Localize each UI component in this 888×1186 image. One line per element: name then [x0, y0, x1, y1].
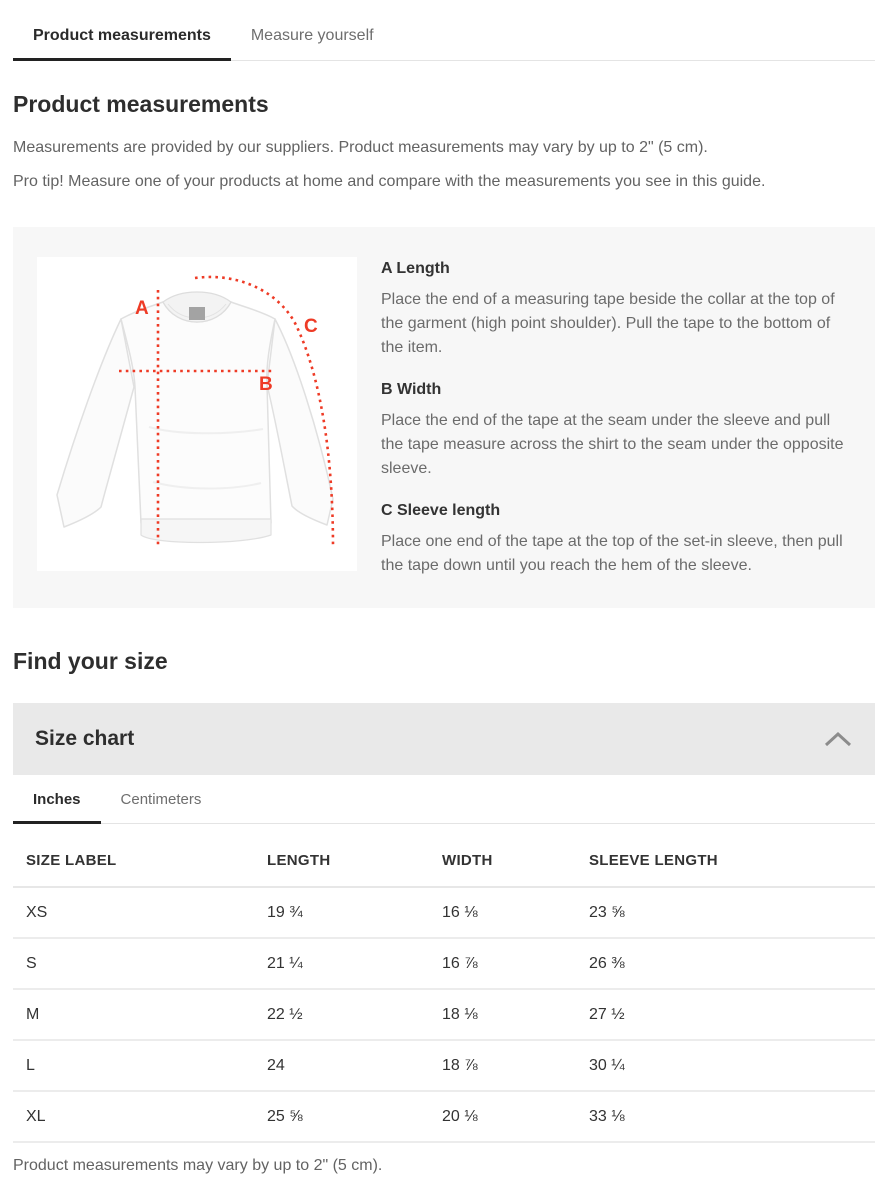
guide-item-width-description: Place the end of the tape at the seam under the sleeve and pull the tape measure across the shirt to the seam under the opposite sleeve.	[381, 412, 844, 477]
size-chart-title: Size chart	[35, 727, 135, 750]
column-header-size-label: SIZE LABEL	[13, 824, 254, 887]
guide-item-length	[381, 259, 851, 360]
cell-width: 18 ⅞	[429, 1040, 576, 1091]
cell-length: 24	[254, 1040, 429, 1091]
guide-item-sleeve-length-description: Place one end of the tape at the top of the set-in sleeve, then pull the tape down until you reach the hem of the sleeve.	[381, 533, 843, 574]
guide-item-sleeve-length-label: C Sleeve length	[381, 502, 501, 519]
page-tabbar	[13, 10, 875, 61]
cell-width: 20 ⅛	[429, 1091, 576, 1142]
column-header-sleeve-length: SLEEVE LENGTH	[576, 824, 875, 887]
tab-product-measurements[interactable]: Product measurements	[13, 10, 231, 61]
marker-b-label: B	[259, 374, 273, 395]
cell-length: 19 ¾	[254, 887, 429, 938]
pro-tip-text: Pro tip! Measure one of your products at home and compare with the measurements you see in this guide.	[13, 173, 766, 190]
cell-length: 25 ⅝	[254, 1091, 429, 1142]
cell-width: 18 ⅛	[429, 989, 576, 1040]
chevron-up-icon	[823, 730, 853, 748]
tab-centimeters[interactable]: Centimeters	[120, 791, 202, 808]
guide-item-sleeve-length	[381, 501, 851, 578]
measurement-guide-text	[381, 257, 851, 578]
table-row	[13, 887, 875, 938]
tab-measure-yourself[interactable]: Measure yourself	[250, 27, 374, 44]
cell-length: 22 ½	[254, 989, 429, 1040]
marker-a-label: A	[135, 298, 149, 319]
intro-text: Measurements are provided by our suppliers. Product measurements may vary by up to 2" (5 cm).	[13, 139, 708, 156]
table-header-row	[13, 824, 875, 887]
cell-size: S	[13, 938, 254, 989]
page-title: Product measurements	[13, 91, 269, 117]
column-header-length: LENGTH	[254, 824, 429, 887]
table-row	[13, 1040, 875, 1091]
cell-sleeve-length: 27 ½	[576, 989, 875, 1040]
cell-sleeve-length: 30 ¼	[576, 1040, 875, 1091]
cell-length: 21 ¼	[254, 938, 429, 989]
marker-c-label: C	[304, 316, 318, 337]
table-row	[13, 938, 875, 989]
cell-sleeve-length: 33 ⅛	[576, 1091, 875, 1142]
table-row	[13, 1091, 875, 1142]
tab-inches[interactable]: Inches	[13, 775, 101, 824]
size-chart-toggle[interactable]	[13, 703, 875, 775]
unit-tabbar	[13, 775, 875, 824]
cell-width: 16 ⅛	[429, 887, 576, 938]
cell-sleeve-length: 23 ⅝	[576, 887, 875, 938]
table-row	[13, 989, 875, 1040]
cell-size: XS	[13, 887, 254, 938]
measurement-lines-overlay	[37, 257, 357, 571]
guide-item-width	[381, 380, 851, 481]
cell-size: M	[13, 989, 254, 1040]
cell-size: L	[13, 1040, 254, 1091]
cell-size: XL	[13, 1091, 254, 1142]
cell-sleeve-length: 26 ⅜	[576, 938, 875, 989]
size-chart-table	[13, 824, 875, 1143]
size-chart-footnote: Product measurements may vary by up to 2" (5 cm).	[13, 1157, 383, 1174]
column-header-width: WIDTH	[429, 824, 576, 887]
cell-width: 16 ⅞	[429, 938, 576, 989]
guide-item-width-label: B Width	[381, 381, 442, 398]
find-your-size-title: Find your size	[13, 648, 168, 674]
sweatshirt-measurement-image	[37, 257, 357, 571]
guide-item-length-description: Place the end of a measuring tape beside the collar at the top of the garment (high point shoulder). Pull the tape to the bottom of the item.	[381, 291, 835, 356]
measurement-guide-panel	[13, 227, 875, 608]
guide-item-length-label: A Length	[381, 260, 450, 277]
